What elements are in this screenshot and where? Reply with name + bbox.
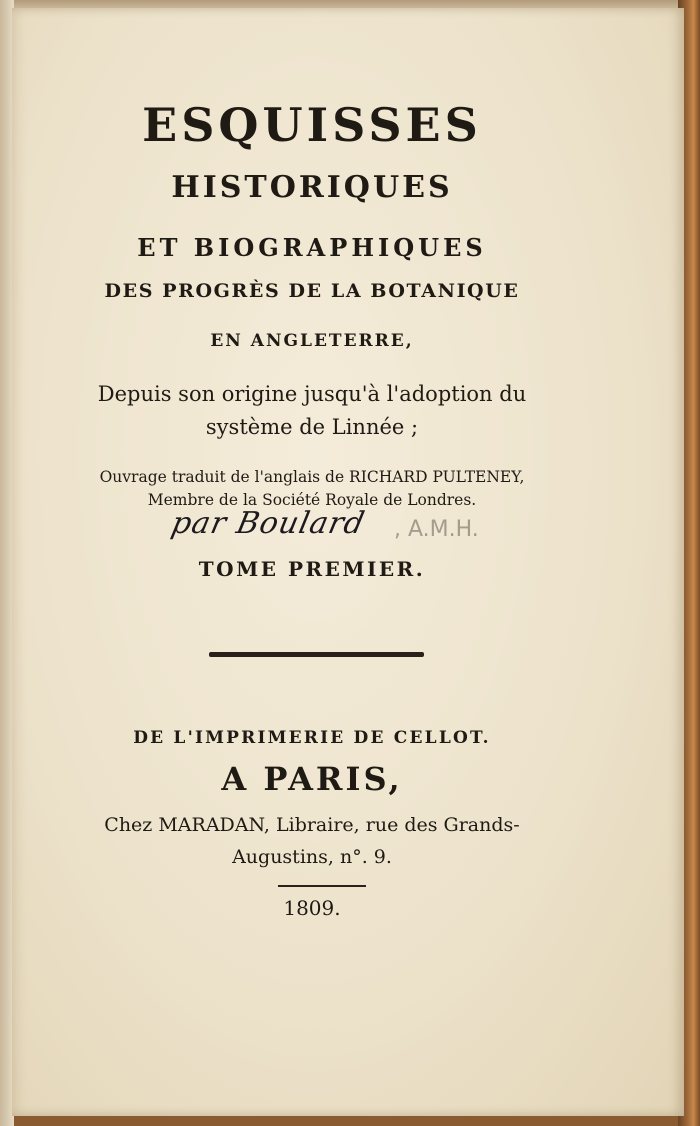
publication-year: 1809. xyxy=(283,896,341,920)
translation-credit: Ouvrage traduit de l'anglais de RICHARD PULTENEY, xyxy=(99,468,525,486)
pencil-annotation: , A.M.H. xyxy=(394,517,479,542)
printer-line: DE L'IMPRIMERIE DE CELLOT. xyxy=(133,728,491,748)
volume-label: TOME PREMIER. xyxy=(198,557,426,581)
ornamental-rule xyxy=(209,652,424,657)
subtitle-line-1: Depuis son origine jusqu'à l'adoption du xyxy=(97,382,527,406)
handwritten-annotation: par Boulard xyxy=(168,506,369,541)
title-line-angleterre: EN ANGLETERRE, xyxy=(210,331,414,351)
title-page xyxy=(12,8,684,1116)
publisher-line-1: Chez MARADAN, Libraire, rue des Grands- xyxy=(104,814,520,836)
divider-rule xyxy=(278,885,366,887)
city-line: A PARIS, xyxy=(221,760,403,798)
book-title: ESQUISSES xyxy=(142,98,482,152)
publisher-line-2: Augustins, n°. 9. xyxy=(232,846,392,868)
author-affiliation: Membre de la Société Royale de Londres. xyxy=(147,491,477,509)
title-line-historiques: HISTORIQUES xyxy=(171,170,453,205)
title-line-biographiques: ET BIOGRAPHIQUES xyxy=(137,233,487,262)
subtitle-line-2: système de Linnée ; xyxy=(205,415,419,439)
title-line-progres: DES PROGRÈS DE LA BOTANIQUE xyxy=(104,280,520,302)
